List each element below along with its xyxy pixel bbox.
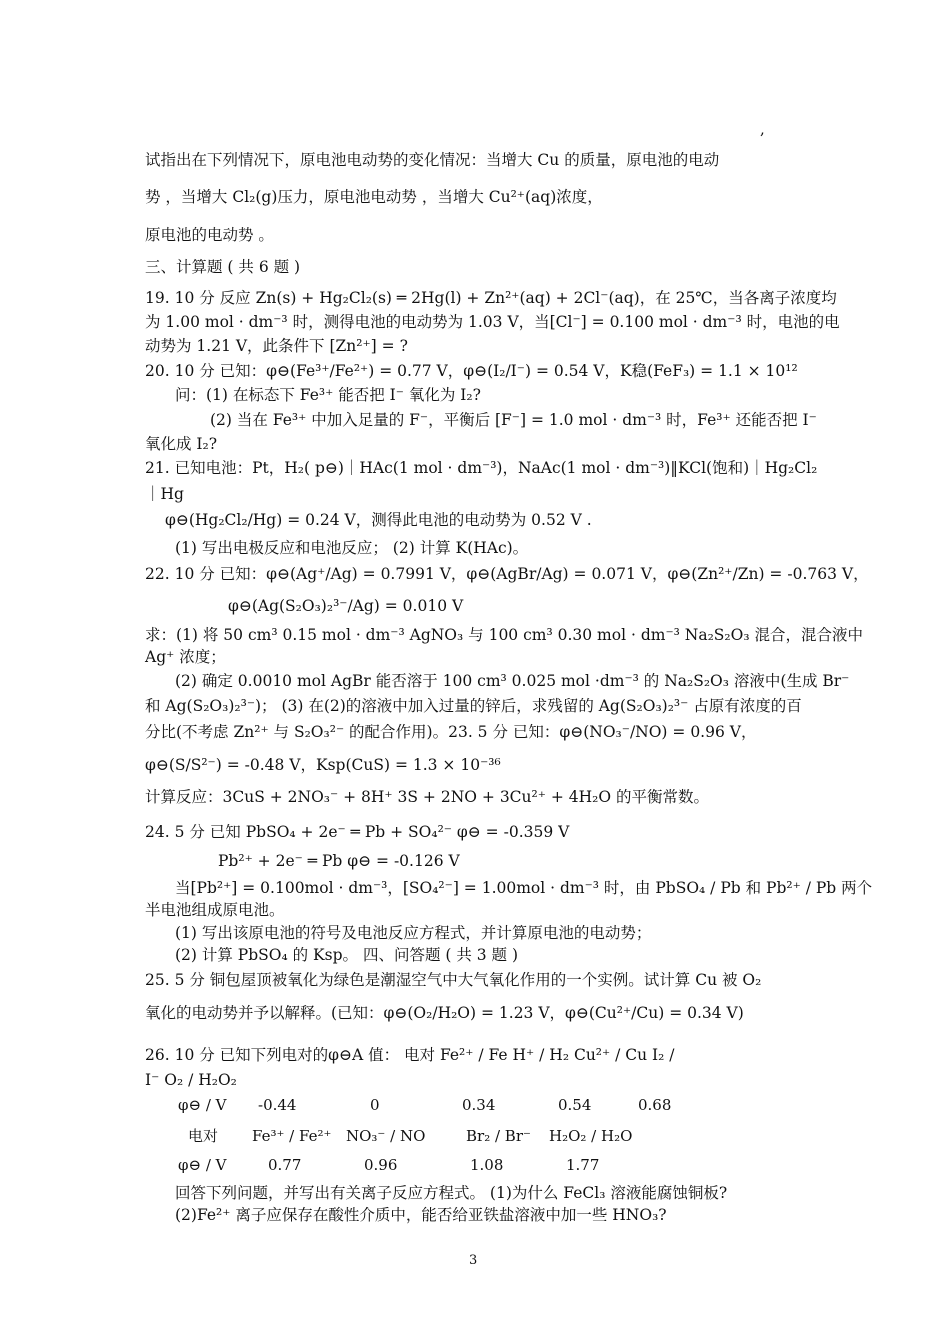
stray-comma: , bbox=[760, 120, 765, 138]
section-heading: 三、计算题 ( 共 6 题 ) bbox=[145, 258, 301, 276]
text-line: 动势为 1.21 V，此条件下 [Zn²⁺] = ? bbox=[145, 337, 408, 355]
table-cell: 0.68 bbox=[638, 1096, 672, 1114]
text-line: Pb²⁺ + 2e⁻ ═ Pb φ⊖ = -0.126 V bbox=[218, 852, 460, 870]
table-cell: 1.08 bbox=[470, 1156, 504, 1174]
text-line: (2) 计算 PbSO₄ 的 Ksp。 四、问答题 ( 共 3 题 ) bbox=[175, 946, 519, 964]
table-label: 电对 bbox=[188, 1127, 219, 1145]
table-label: φ⊖ / V bbox=[178, 1156, 227, 1174]
table-cell: Br₂ / Br⁻ bbox=[466, 1127, 531, 1145]
question-19: 19. 10 分 反应 Zn(s) + Hg₂Cl₂(s) ═ 2Hg(l) + Zn²⁺(aq) + 2Cl⁻(aq)，在 25℃，当各离子浓度均 bbox=[145, 289, 837, 307]
text-line: φ⊖(Hg₂Cl₂/Hg) = 0.24 V，测得此电池的电动势为 0.52 V . bbox=[165, 511, 592, 529]
text-line: I⁻ O₂ / H₂O₂ bbox=[145, 1071, 237, 1089]
question-20: 20. 10 分 已知：φ⊖(Fe³⁺/Fe²⁺) = 0.77 V，φ⊖(I₂/I⁻) = 0.54 V，K稳(FeF₃) = 1.1 × 10¹² bbox=[145, 362, 798, 380]
text-line: 氧化的电动势并予以解释。(已知：φ⊖(O₂/H₂O) = 1.23 V，φ⊖(Cu²⁺/Cu) = 0.34 V) bbox=[145, 1004, 744, 1022]
text-line: (1) 写出该原电池的符号及电池反应方程式，并计算原电池的电动势； bbox=[175, 924, 652, 942]
table-cell: 0.96 bbox=[364, 1156, 398, 1174]
text-line: (1) 写出电极反应和电池反应； (2) 计算 K(HAc)。 bbox=[175, 539, 529, 557]
text-line: φ⊖(S/S²⁻) = -0.48 V，Ksp(CuS) = 1.3 × 10⁻³⁶ bbox=[145, 756, 501, 774]
question-26: 26. 10 分 已知下列电对的φ⊖A 值： 电对 Fe²⁺ / Fe H⁺ / H₂ Cu²⁺ / Cu I₂ / bbox=[145, 1046, 675, 1064]
table-cell: NO₃⁻ / NO bbox=[346, 1127, 426, 1145]
text-line: (2)Fe²⁺ 离子应保存在酸性介质中，能否给亚铁盐溶液中加一些 HNO₃? bbox=[175, 1206, 667, 1224]
text-line: 试指出在下列情况下，原电池电动势的变化情况：当增大 Cu 的质量，原电池的电动 bbox=[145, 151, 720, 169]
text-line: 为 1.00 mol · dm⁻³ 时，测得电池的电动势为 1.03 V，当[Cl⁻] = 0.100 mol · dm⁻³ 时，电池的电 bbox=[145, 313, 840, 331]
text-line: 和 Ag(S₂O₃)₂³⁻)； (3) 在(2)的溶液中加入过量的锌后，求残留的 Ag(S₂O₃)₂³⁻ 占原有浓度的百 bbox=[145, 697, 802, 715]
question-22: 22. 10 分 已知：φ⊖(Ag⁺/Ag) = 0.7991 V，φ⊖(AgBr/Ag) = 0.071 V，φ⊖(Zn²⁺/Zn) = -0.763 V， bbox=[145, 565, 869, 583]
text-line: 势 ，当增大 Cl₂(g)压力，原电池电动势 ，当增大 Cu²⁺(aq)浓度， bbox=[145, 188, 603, 206]
question-23: 分比(不考虑 Zn²⁺ 与 S₂O₃²⁻ 的配合作用)。23. 5 分 已知：φ⊖(NO₃⁻/NO) = 0.96 V， bbox=[145, 723, 757, 741]
text-line: Ag⁺ 浓度； bbox=[145, 648, 226, 666]
text-line: 原电池的电动势 。 bbox=[145, 226, 274, 244]
text-line: 回答下列问题，并写出有关离子反应方程式。 (1)为什么 FeCl₃ 溶液能腐蚀铜板? bbox=[175, 1184, 728, 1202]
table-cell: 0.77 bbox=[268, 1156, 302, 1174]
text-line: 当[Pb²⁺] = 0.100mol · dm⁻³，[SO₄²⁻] = 1.00mol · dm⁻³ 时，由 PbSO₄ / Pb 和 Pb²⁺ / Pb 两个 bbox=[175, 879, 873, 897]
table-cell: 0.54 bbox=[558, 1096, 592, 1114]
table-cell: 1.77 bbox=[566, 1156, 600, 1174]
text-line: ｜Hg bbox=[145, 485, 184, 503]
table-label: φ⊖ / V bbox=[178, 1096, 227, 1114]
table-cell: 0.34 bbox=[462, 1096, 496, 1114]
table-cell: Fe³⁺ / Fe²⁺ bbox=[252, 1127, 332, 1145]
text-line: 半电池组成原电池。 bbox=[145, 901, 285, 919]
question-24: 24. 5 分 已知 PbSO₄ + 2e⁻ ═ Pb + SO₄²⁻ φ⊖ = -0.359 V bbox=[145, 823, 570, 841]
page-number: 3 bbox=[469, 1253, 478, 1268]
table-cell: -0.44 bbox=[258, 1096, 297, 1114]
text-line: 求：(1) 将 50 cm³ 0.15 mol · dm⁻³ AgNO₃ 与 100 cm³ 0.30 mol · dm⁻³ Na₂S₂O₃ 混合，混合液中 bbox=[145, 626, 863, 644]
text-line: 计算反应：3CuS + 2NO₃⁻ + 8H⁺ 3S + 2NO + 3Cu²⁺ + 4H₂O 的平衡常数。 bbox=[145, 788, 709, 806]
table-cell: 0 bbox=[370, 1096, 380, 1114]
question-21: 21. 已知电池：Pt，H₂( p⊖)｜HAc(1 mol · dm⁻³)，NaAc(1 mol · dm⁻³)‖KCl(饱和)｜Hg₂Cl₂ bbox=[145, 459, 818, 477]
text-line: 问：(1) 在标态下 Fe³⁺ 能否把 I⁻ 氧化为 I₂? bbox=[175, 386, 481, 404]
text-line: (2) 确定 0.0010 mol AgBr 能否溶于 100 cm³ 0.025 mol ·dm⁻³ 的 Na₂S₂O₃ 溶液中(生成 Br⁻ bbox=[175, 672, 850, 690]
question-25: 25. 5 分 铜包屋顶被氧化为绿色是潮湿空气中大气氧化作用的一个实例。试计算 Cu 被 O₂ bbox=[145, 971, 762, 989]
text-line: 氧化成 I₂? bbox=[145, 435, 218, 453]
text-line: (2) 当在 Fe³⁺ 中加入足量的 F⁻，平衡后 [F⁻] = 1.0 mol · dm⁻³ 时，Fe³⁺ 还能否把 I⁻ bbox=[210, 411, 817, 429]
table-cell: H₂O₂ / H₂O bbox=[549, 1127, 633, 1145]
text-line: φ⊖(Ag(S₂O₃)₂³⁻/Ag) = 0.010 V bbox=[228, 597, 464, 615]
